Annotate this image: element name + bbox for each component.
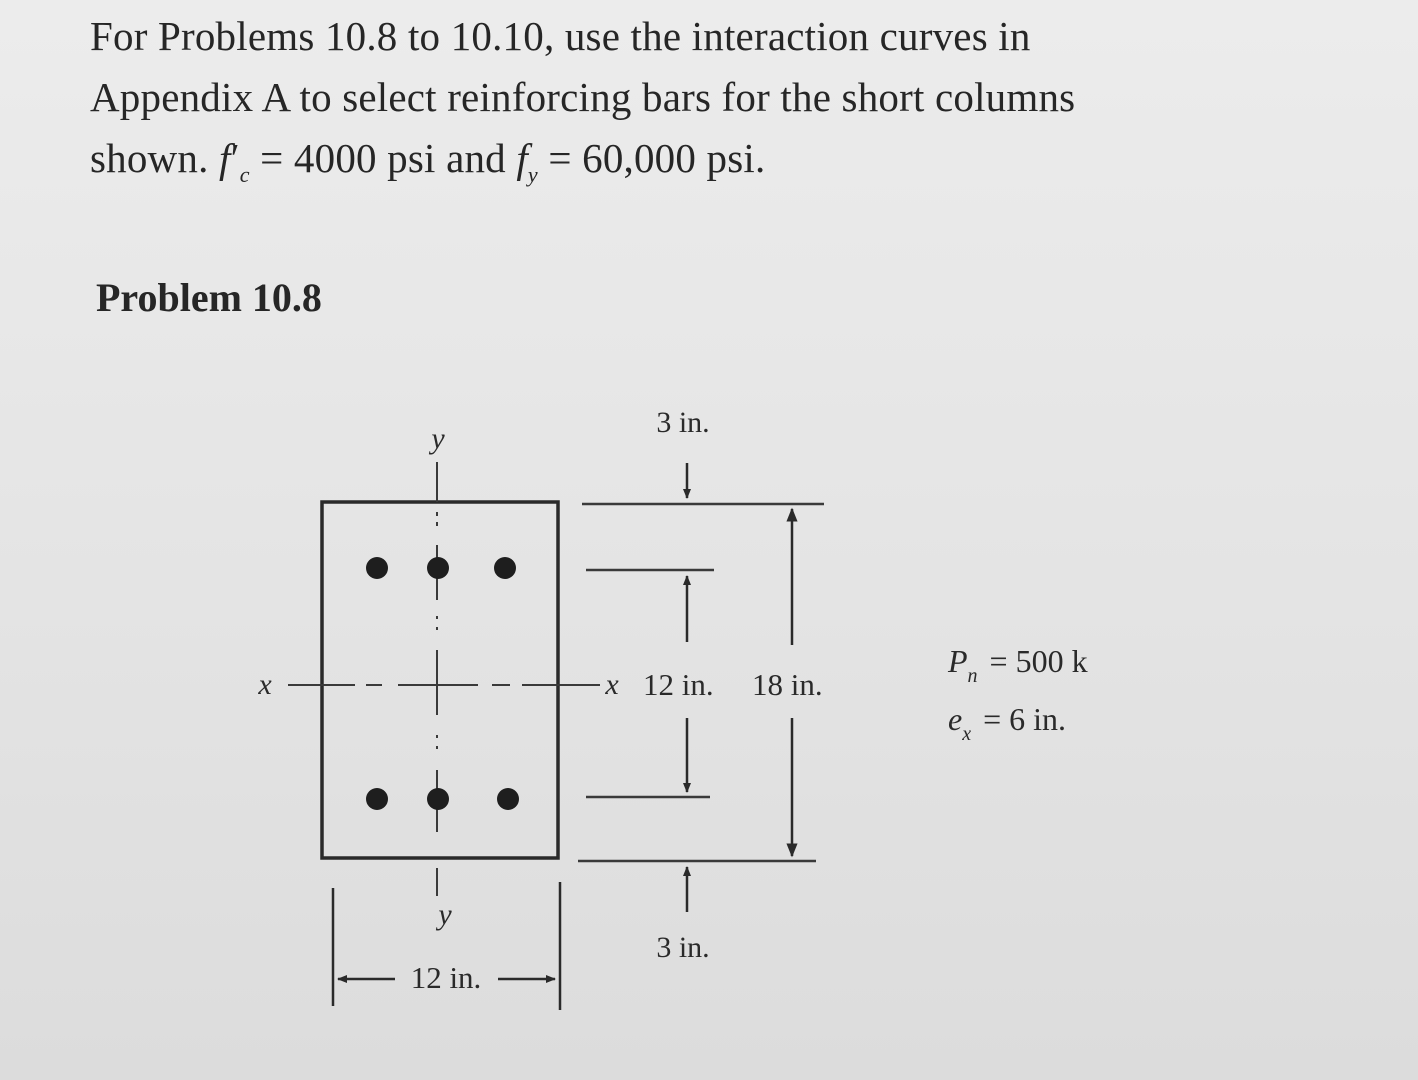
rebar-top-left <box>366 557 388 579</box>
x-axis-label-right: x <box>605 668 619 701</box>
reinforcing-bars <box>366 557 519 810</box>
rebar-top-right <box>494 557 516 579</box>
fy-symbol: f <box>516 135 528 181</box>
dim-overall-label: 18 in. <box>752 667 823 702</box>
dim-bottom-cover-label: 3 in. <box>656 931 710 964</box>
statement-line-2: Appendix A to select reinforcing bars for the short columns <box>90 74 1076 120</box>
rebar-top-center <box>427 557 449 579</box>
dim-top-cover-label: 3 in. <box>656 406 710 439</box>
rebar-bottom-center <box>427 788 449 810</box>
y-axis-label-top: y <box>431 422 445 455</box>
fc-value: = 4000 psi and <box>249 135 517 181</box>
dim-inner-label: 12 in. <box>643 667 714 702</box>
rebar-bottom-left <box>366 788 388 810</box>
pn-label: $P_n = 500$ k <box>948 643 1088 687</box>
x-axis-label-left: x <box>258 668 272 701</box>
y-axis-label-bottom: y <box>438 898 452 931</box>
dim-width-label: 12 in. <box>410 960 482 995</box>
statement-line-3: shown. $f'_c = 4000$ psi and $f_y = 60,000$ psi. <box>90 135 766 187</box>
problem-heading: Problem 10.8 <box>96 275 322 320</box>
fc-symbol: f <box>218 135 231 181</box>
ex-label: $e_x = 6$ in. <box>948 701 1067 745</box>
rebar-bottom-right <box>497 788 519 810</box>
statement-line-1: For Problems 10.8 to 10.10, use the interaction curves in <box>90 13 1031 59</box>
fy-value: = 60,000 psi. <box>537 135 766 181</box>
load-data <box>947 643 1088 745</box>
